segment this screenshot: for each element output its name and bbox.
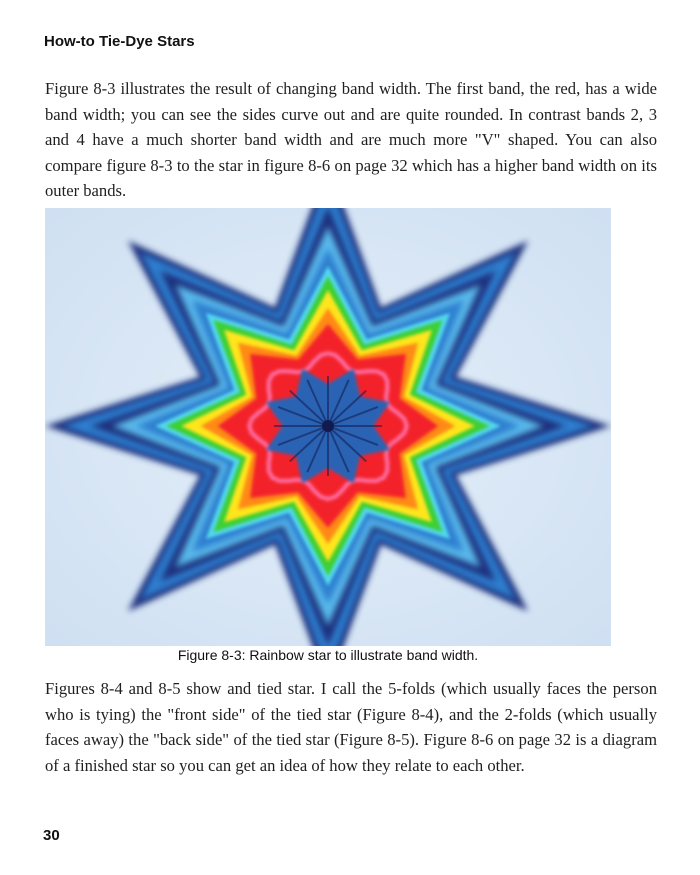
figure-caption: Figure 8-3: Rainbow star to illustrate band width. bbox=[177, 647, 479, 663]
rainbow-star-image bbox=[45, 208, 611, 646]
running-header-title: How-to Tie-Dye Stars bbox=[44, 33, 195, 50]
center-dot bbox=[322, 420, 334, 432]
body-paragraph-2: Figures 8-4 and 8-5 show and tied star. I call the 5-folds (which usually faces the person who is tying) the "front side" of the tied star (Figure 8-4), and the 2-folds (which usually faces away) the "back side" of the tied star (Figure 8-5). Figure 8-6 on page 32 is a diagram of a finished star so you can get an idea of how they relate to each other. bbox=[45, 679, 657, 775]
tie-dye-star-photo bbox=[45, 208, 611, 646]
page-number: 30 bbox=[43, 827, 60, 844]
body-paragraph-1: Figure 8-3 illustrates the result of changing band width. The first band, the red, has a wide band width; you can see the sides curve out and are quite rounded. In contrast bands 2, 3 and 4 have a much shorter band width and are much more "V" shaped. You can also compare figure 8-3 to the star in figure 8-6 on page 32 which has a higher band width on its outer bands. bbox=[45, 79, 657, 200]
